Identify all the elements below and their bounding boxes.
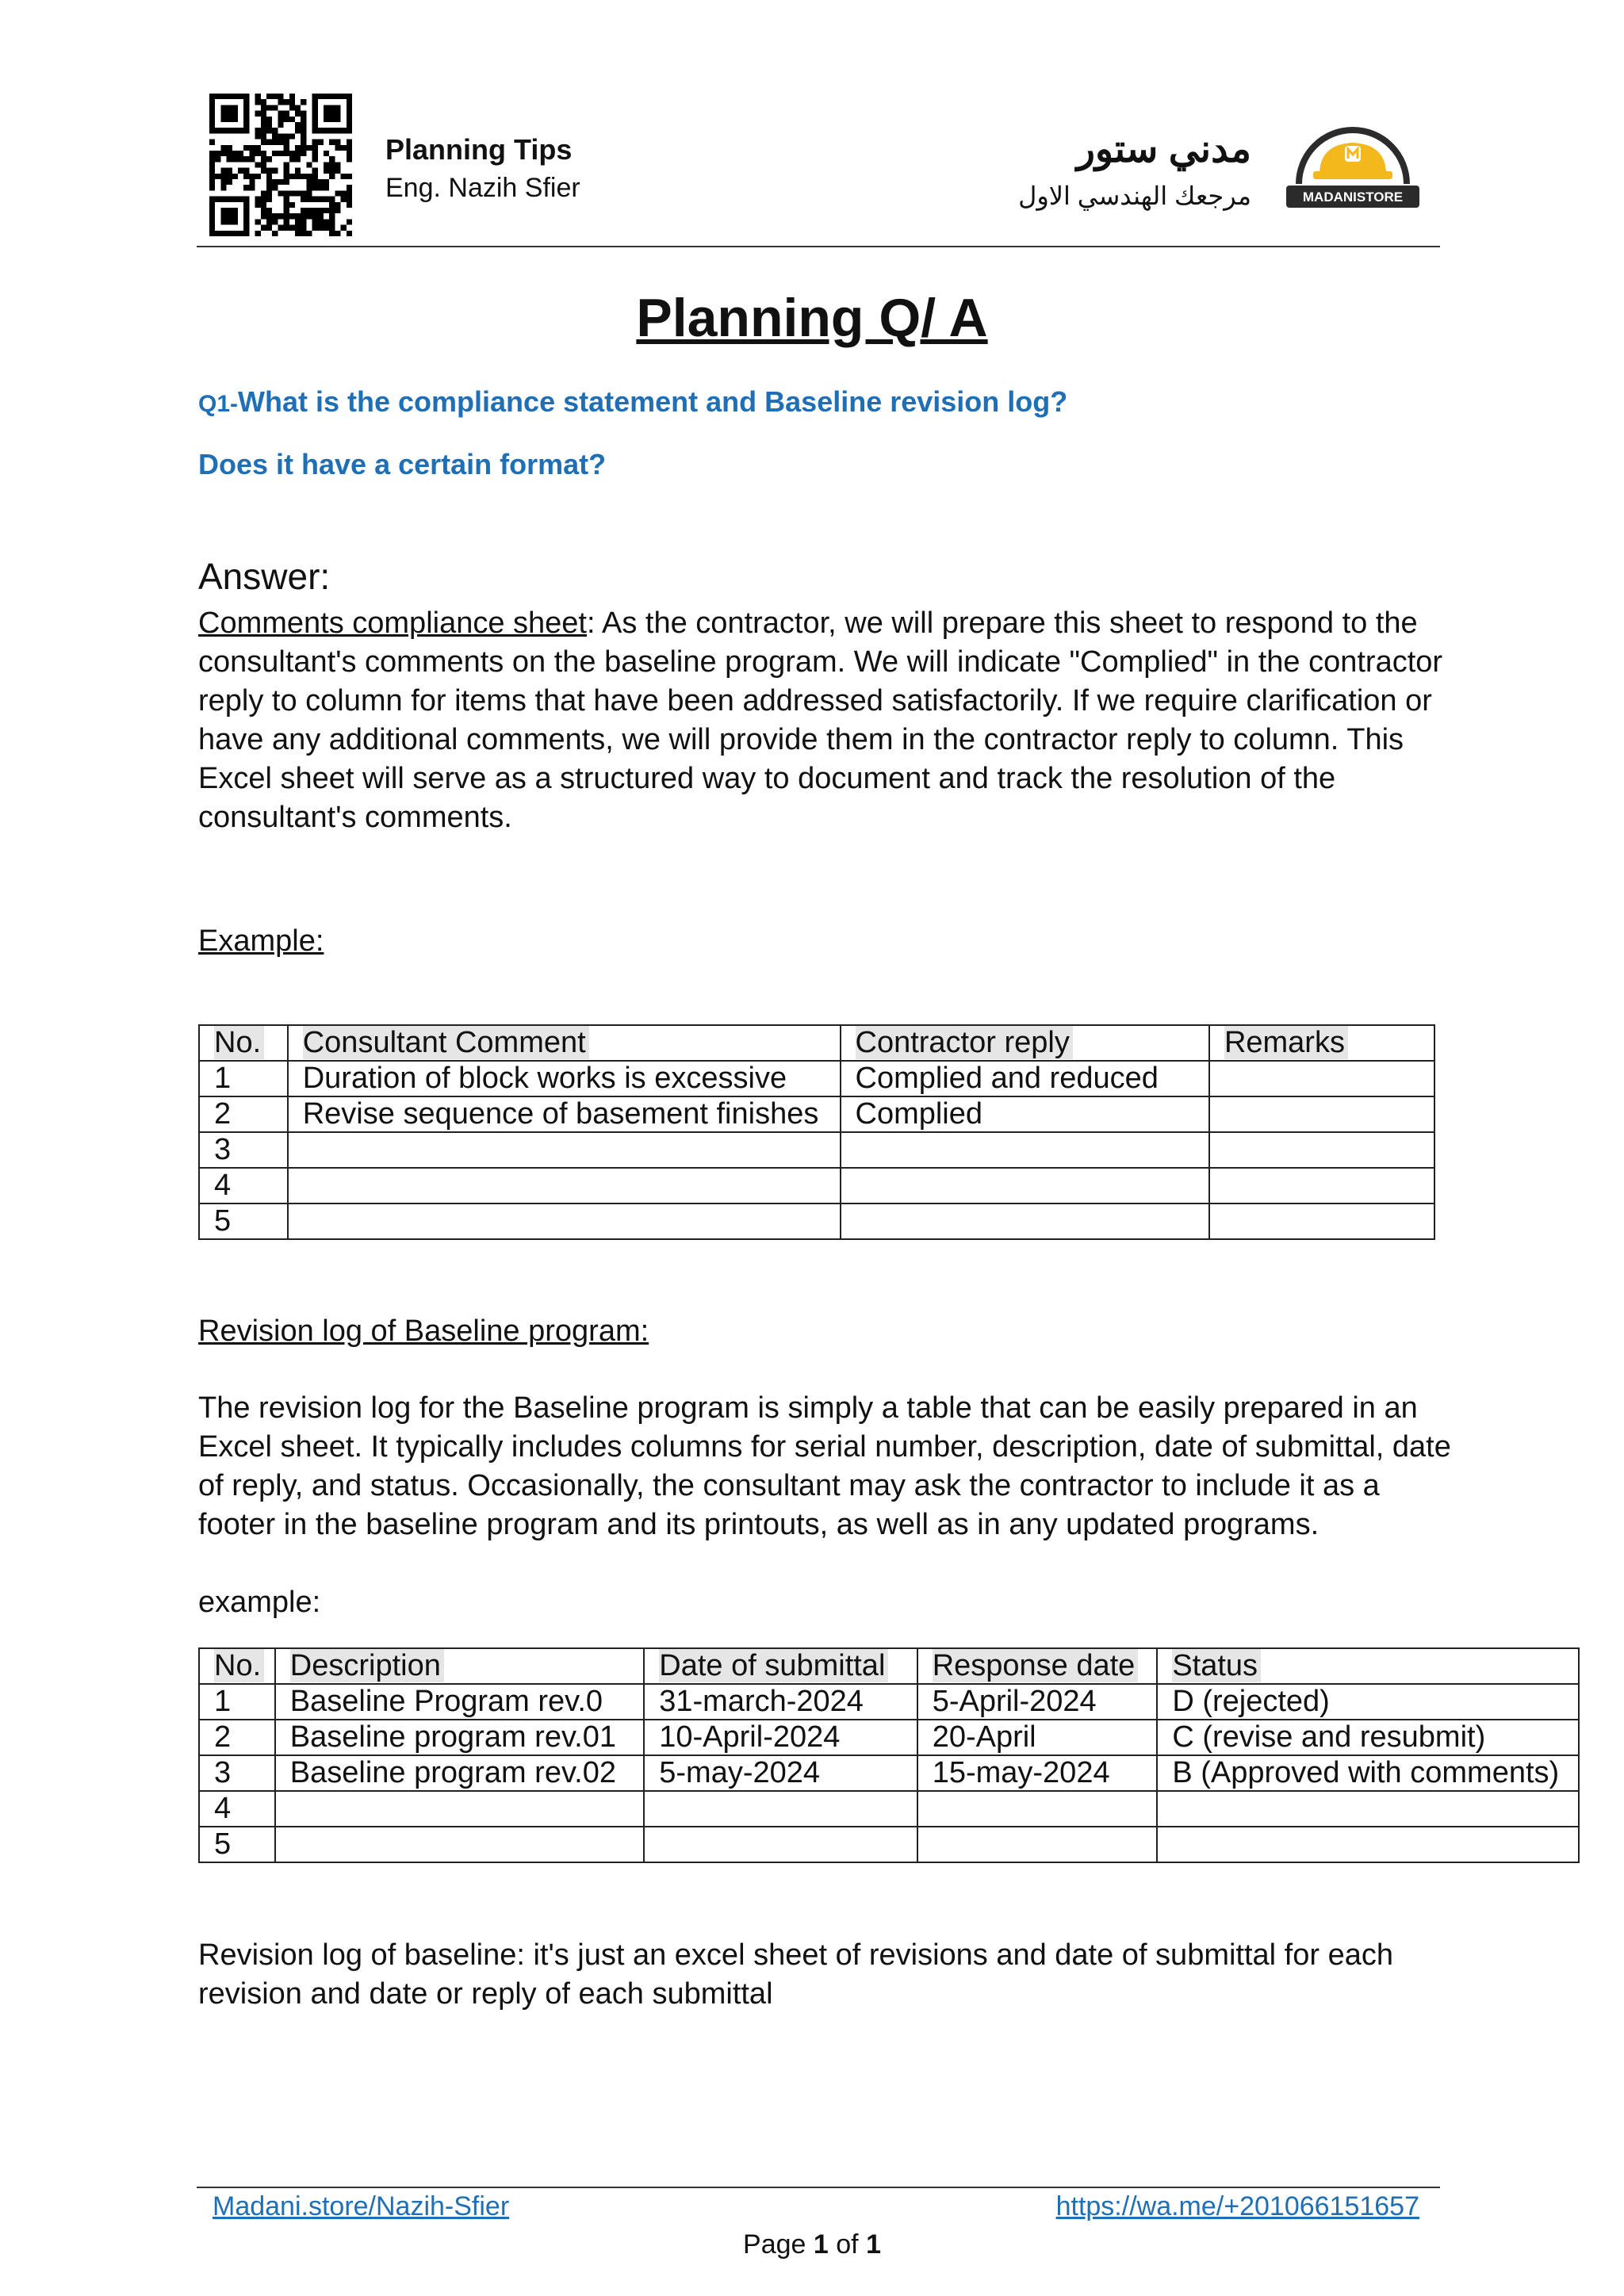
example-2-label: example: — [198, 1586, 321, 1619]
comments-table-header-cell: Contractor reply — [841, 1025, 1209, 1061]
comments-table-cell — [1209, 1203, 1434, 1239]
comments-table-cell — [288, 1132, 841, 1168]
revision-table-cell: Baseline program rev.02 — [275, 1755, 644, 1791]
revision-table-cell: B (Approved with comments) — [1157, 1755, 1579, 1791]
comments-table-header-cell: Remarks — [1209, 1025, 1434, 1061]
question-line-2: Does it have a certain format? — [198, 448, 607, 480]
logo-text: MADANISTORE — [1302, 189, 1404, 205]
comments-table-row — [199, 1061, 1434, 1096]
comments-table-header-cell: No. — [199, 1025, 288, 1061]
closing-paragraph: Revision log of baseline: it's just an excel sheet of revisions and date of submittal for each revision and date or reply of each submittal — [198, 1938, 1393, 2011]
revision-table-cell — [275, 1791, 644, 1827]
revision-table-row — [199, 1684, 1579, 1720]
revision-table-cell: 15-may-2024 — [917, 1755, 1158, 1791]
question-number: Q1- — [198, 391, 239, 417]
revision-table-header-cell: Date of submittal — [644, 1648, 917, 1684]
revision-table-cell: 20-April — [917, 1720, 1158, 1755]
compliance-label: Comments compliance sheet — [198, 607, 587, 640]
comments-table-row — [199, 1132, 1434, 1168]
comments-table-cell: 2 — [199, 1096, 288, 1132]
revision-table-header-cell: No. — [199, 1648, 275, 1684]
comments-table-cell — [1209, 1061, 1434, 1096]
revision-table-row — [199, 1720, 1579, 1755]
revision-log-table — [198, 1647, 1580, 1863]
comments-table-cell — [1209, 1168, 1434, 1203]
comments-table-cell: Complied — [841, 1096, 1209, 1132]
revision-table-cell: 10-April-2024 — [644, 1720, 917, 1755]
revision-log-paragraph: The revision log for the Baseline program is simply a table that can be easily prepared in an Excel sheet. It typically includes columns for serial number, description, date of submittal, date of reply, and status. Occasionally, the consultant may ask the contractor to include it as a footer in the baseline program and its printouts, as well as in any updated programs. — [198, 1391, 1451, 1541]
revision-table-cell: 3 — [199, 1755, 275, 1791]
revision-table-cell: 5-April-2024 — [917, 1684, 1158, 1720]
madanistore-logo — [1281, 119, 1424, 214]
qr-code — [209, 94, 352, 236]
revision-table-cell — [917, 1827, 1158, 1862]
comments-table-cell: Complied and reduced — [841, 1061, 1209, 1096]
question-text-1: What is the compliance statement and Baseline revision log? — [238, 385, 1068, 418]
revision-table-cell: D (rejected) — [1157, 1684, 1579, 1720]
comments-table-row — [199, 1203, 1434, 1239]
revision-table-cell — [1157, 1791, 1579, 1827]
comments-table-cell — [1209, 1096, 1434, 1132]
revision-table-cell — [644, 1791, 917, 1827]
comments-table-cell: 1 — [199, 1061, 288, 1096]
header-rule — [197, 246, 1440, 247]
comments-table-cell — [1209, 1132, 1434, 1168]
comments-table-row — [199, 1096, 1434, 1132]
revision-table-cell: C (revise and resubmit) — [1157, 1720, 1579, 1755]
revision-log-heading: Revision log of Baseline program: — [198, 1314, 649, 1348]
compliance-paragraph — [198, 604, 1451, 837]
comments-table-cell: 3 — [199, 1132, 288, 1168]
comments-table-cell — [288, 1203, 841, 1239]
revision-table-cell: 5 — [199, 1827, 275, 1862]
revision-table-cell — [275, 1827, 644, 1862]
comments-table-cell — [841, 1203, 1209, 1239]
question-line-1 — [198, 385, 1067, 419]
revision-table-row — [199, 1791, 1579, 1827]
revision-table-cell: 4 — [199, 1791, 275, 1827]
brand-arabic: مدني ستور — [1076, 128, 1251, 170]
footer-link-madani[interactable]: Madani.store/Nazih-Sfier — [213, 2191, 510, 2221]
comments-table-cell — [841, 1132, 1209, 1168]
page-title: Planning Q/ A — [636, 288, 988, 348]
comments-table-header-cell: Consultant Comment — [288, 1025, 841, 1061]
comments-table-header-row — [199, 1025, 1434, 1061]
revision-table-cell: 5-may-2024 — [644, 1755, 917, 1791]
revision-table-cell — [917, 1791, 1158, 1827]
comments-table-cell: Duration of block works is excessive — [288, 1061, 841, 1096]
revision-table-header-cell: Response date — [917, 1648, 1158, 1684]
comments-table-row — [199, 1168, 1434, 1203]
revision-table-header-row — [199, 1648, 1579, 1684]
answer-heading: Answer: — [198, 556, 331, 597]
comments-table-cell: Revise sequence of basement finishes — [288, 1096, 841, 1132]
revision-table-header-cell: Description — [275, 1648, 644, 1684]
comments-table-cell: 5 — [199, 1203, 288, 1239]
revision-table-header-cell: Status — [1157, 1648, 1579, 1684]
revision-table-cell — [644, 1827, 917, 1862]
comments-table — [198, 1024, 1435, 1240]
revision-table-cell: Baseline program rev.01 — [275, 1720, 644, 1755]
revision-table-cell: 1 — [199, 1684, 275, 1720]
revision-table-cell: Baseline Program rev.0 — [275, 1684, 644, 1720]
tagline-arabic: مرجعك الهندسي الاول — [1018, 182, 1251, 210]
comments-table-cell — [288, 1168, 841, 1203]
comments-table-cell — [841, 1168, 1209, 1203]
revision-table-cell: 2 — [199, 1720, 275, 1755]
revision-table-cell — [1157, 1827, 1579, 1862]
page-number: Page 1 of 1 — [743, 2229, 881, 2260]
revision-table-row — [199, 1827, 1579, 1862]
compliance-text: : As the contractor, we will prepare this sheet to respond to the consultant's comments on the baseline program. We will indicate "Complied" in the contractor reply to column for items that have been addressed satisfactorily. If we require clarification or have any additional comments, we will provide them in the contractor reply to column. This Excel sheet will serve as a structured way to document and track the resolution of the consultant's comments. — [198, 607, 1443, 834]
footer-rule — [197, 2187, 1440, 2188]
example-1-label: Example: — [198, 924, 324, 958]
footer-link-whatsapp[interactable]: https://wa.me/+201066151657 — [1055, 2191, 1419, 2221]
header-title: Planning Tips — [385, 133, 573, 166]
header-author: Eng. Nazih Sfier — [385, 173, 580, 203]
comments-table-cell: 4 — [199, 1168, 288, 1203]
revision-table-cell: 31-march-2024 — [644, 1684, 917, 1720]
revision-table-row — [199, 1755, 1579, 1791]
